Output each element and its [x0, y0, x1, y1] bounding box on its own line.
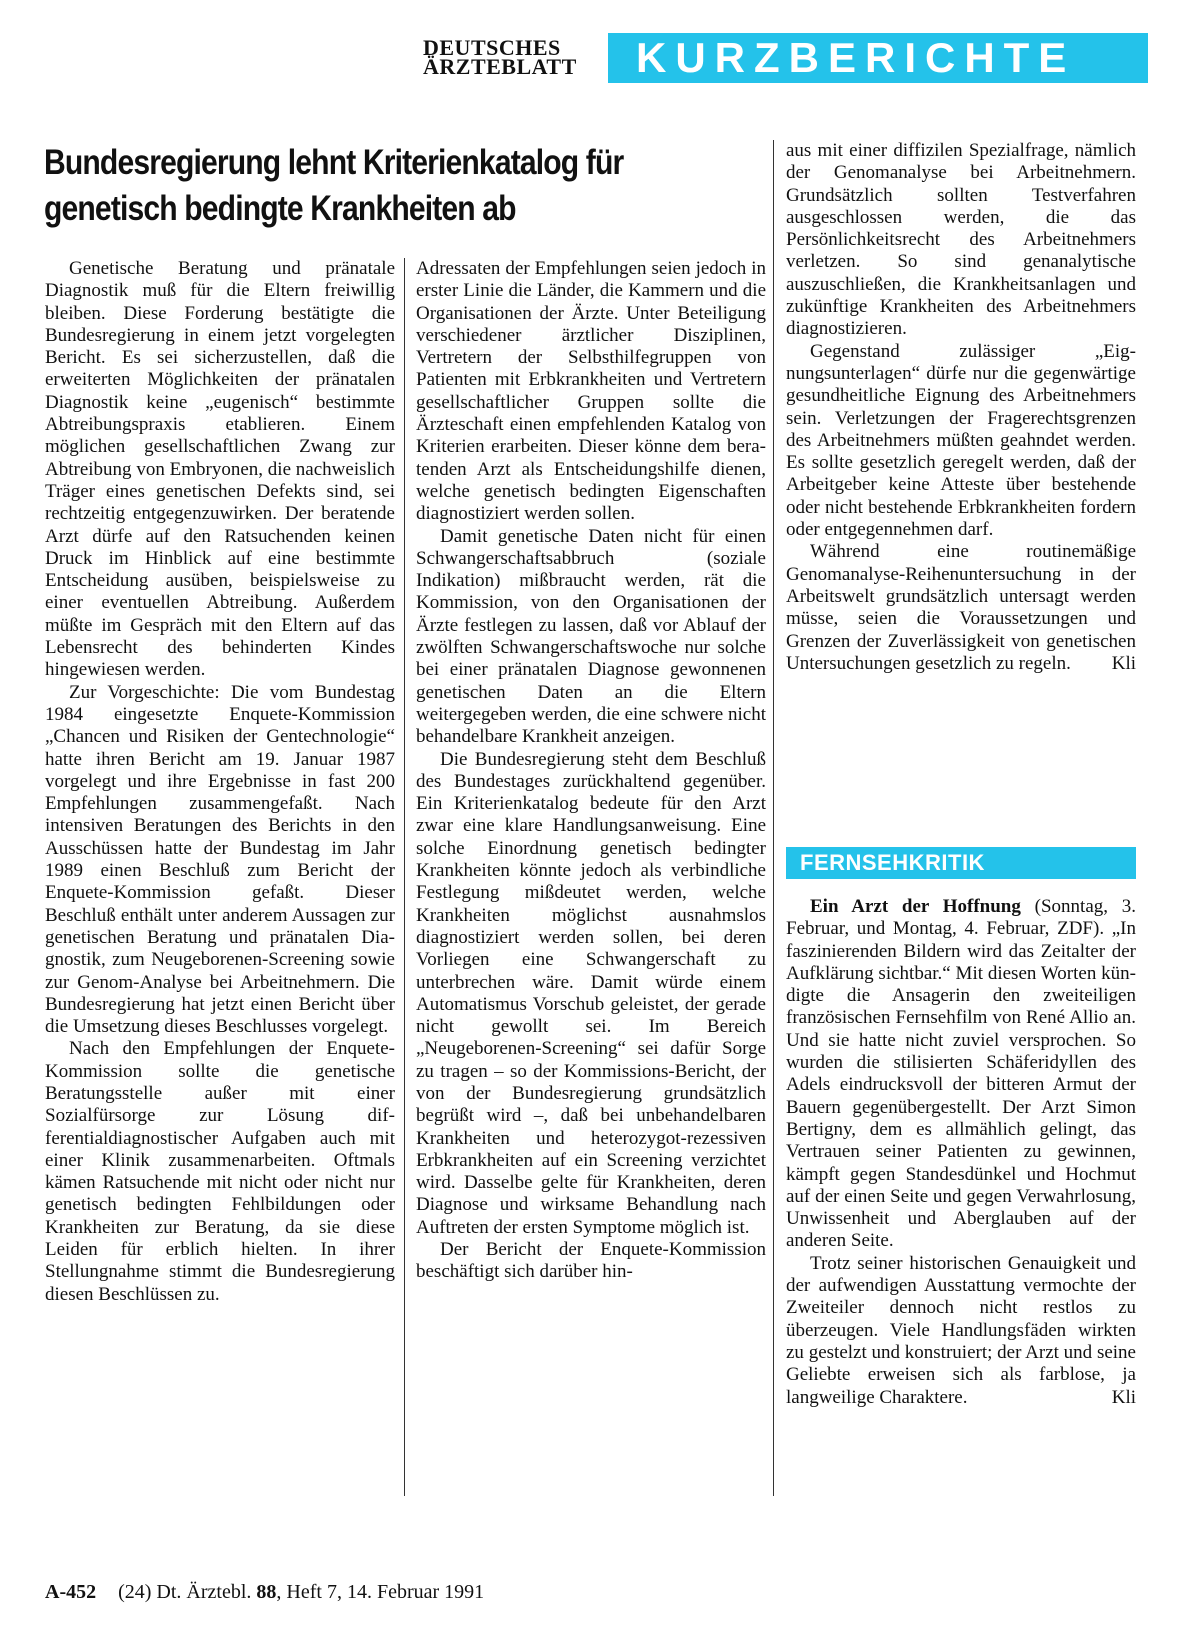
- article-column-1: [45, 258, 395, 1306]
- critique-lead: (Sonntag, 3. Februar, und Montag, 4. Februar, ZDF). „In faszinierenden Bildern wird das Zeitalter der Aufklärung sichtbar.“ Mit diesen Worten kündigte die Ansagerin den zweiteiligen französischen Fernsehfilm von René Allio an. Und sie hatte nicht zuviel versprochen. So wurden die stilisierten Schäferidyllen des Adels eindrucksvoll der bitteren Armut der Bauern gegenübergestellt. Der Arzt Simon Bertigny, dem es allmählich gelingt, das Vertrauen seiner Patienten zu gewinnen, kämpft gegen Standesdünkel und Hochmut auf der einen Seite und gegen Verwahrlosung, Unwissenheit und Aberglauben auf der anderen Seite.: [786, 896, 1137, 1252]
- issue-suffix: , Heft 7, 14. Februar 1991: [276, 1581, 485, 1603]
- article-paragraph-text: Während eine routinemäßige Genomanalyse-Reihenuntersuchung in der Arbeitswelt grundsätzlich untersagt werden müsse, seien die Voraussetzungen und Grenzen der Zuverlässigkeit von genetischen Untersuchungen gesetzlich zu regeln.: [786, 541, 1136, 674]
- article-paragraph: Gegenstand zulässiger „Eignungsunterlagen“ dürfe nur die gegenwärtige gesundheitliche Eignung des Arbeitnehmers sein. Verletzungen der Fragerechtsgrenzen des Arbeitnehmers müßten geahndet werden. Es sollte gesetzlich geregelt werden, daß der Arbeitgeber keine Atteste über bestehende oder nicht bestehende Erbkrankheiten fordern oder entgegennehmen darf.: [786, 340, 1136, 541]
- author-signature: Kli: [1111, 652, 1136, 674]
- article-paragraph: Nach den Empfehlungen der Enquete-Kommission sollte die genetische Beratungsstelle außer mit einer Sozialfürsorge zur Lösung differentialdiagnostischer Aufgaben auch mit einer Klinik zusammenarbeiten. Oftmals kämen Ratsuchende mit nicht oder nicht nur genetisch bedingten Fehlbildungen oder Krankheiten zur Beratung, da sie diese Leiden für erblich hielten. In ihrer Stellungnahme stimmt die Bundesregierung diesen Beschlüssen zu.: [45, 1038, 395, 1305]
- masthead-line-1: DEUTSCHES: [423, 35, 561, 60]
- masthead-line-2: ÄRZTEBLATT: [423, 54, 577, 79]
- article-paragraph: Die Bundesregierung steht dem Beschluß des Bundestages zurückhaltend gegenüber. Ein Kriterienkatalog bedeute für den Arzt zwar eine klare Handlungsanweisung. Eine solche Einordnung genetisch bedingter Krankheiten könnte jedoch als verbindliche Festlegung mißdeutet werden, welche Krankheiten möglichst ausnahmslos diagnostiziert werden sollen, bei deren Vorliegen eine Schwangerschaft zu unterbrechen wäre. Damit würde einem Automatismus Vorschub geleistet, der gerade nicht gewollt sei. Im Bereich „Neugeborenen-Screening“ sei dafür Sorge zu tragen – so der Kommissions-Bericht, der von der Bundesregierung grundsätzlich begrüßt wird –, daß bei unbehandelbaren Krankheiten und heterozygot-rezessiven Erbkrankheiten auf ein Screening verzichtet wird. Dasselbe gelte für Krankheiten, deren Diagnose und wirksame Behandlung nach Auftreten der ersten Symptome möglich ist.: [416, 748, 766, 1238]
- article-paragraph: aus mit einer diffizilen Spezialfrage, nämlich der Genomanalyse bei Arbeitnehmern. Grundsätzlich sollten Testverfahren ausgeschlossen werden, die das Persönlichkeitsrecht des Arbeitnehmers verletzen. So sind genanalytische auszuschließen, die Krankheitsanlagen und zukünftige Krankheiten des Arbeitnehmers diagnostizieren.: [786, 140, 1136, 340]
- column-divider: [773, 140, 774, 1496]
- article-paragraph: Adressaten der Empfehlungen seien jedoch in erster Linie die Länder, die Kammern und die Organisationen der Ärzte. Unter Beteiligung verschiedener ärztlicher Disziplinen, Vertretern der Selbsthilfegruppen von Patienten mit Erbkrankheiten und Vertretern gesellschaftlicher Gruppen sollte die Ärzteschaft einen empfehlenden Katalog von Kriterien erarbeiten. Dieser könne dem beratenden Arzt als Entscheidungshilfe dienen, welche genetisch bedingten Eigenschaften diagnostiziert werden sollen.: [416, 258, 766, 525]
- critique-text: Trotz seiner historischen Genauigkeit und der aufwendigen Ausstattung vermochte der Zweiteiler dennoch nicht restlos zu überzeugen. Viele Handlungsfäden wirkten zu gestelzt und konstruiert; der Arzt und seine Geliebte erweisen sich als farblose, ja langweilige Charaktere.: [786, 1252, 1136, 1408]
- column-divider: [404, 258, 405, 1496]
- section-banner: KURZBERICHTE: [608, 33, 1148, 83]
- page-number: A-452: [45, 1581, 97, 1603]
- issue-prefix: (24) Dt. Ärztebl.: [118, 1581, 252, 1603]
- article-headline: Bundesregierung lehnt Kriterienkatalog für genetisch bedingte Krankheiten ab: [44, 143, 624, 228]
- article-column-2: [416, 258, 766, 1284]
- page-footer: [45, 1580, 484, 1604]
- critique-paragraph: [786, 896, 1136, 1253]
- article-paragraph: Der Bericht der Enquete-Kommission beschäftigt sich darüber hin-: [416, 1239, 766, 1283]
- article-paragraph: [786, 541, 1136, 675]
- article-paragraph: Genetische Beratung und pränatale Diagnostik muß für die Eltern freiwillig bleiben. Diese Forderung bestätigte die Bundesregierung in einem jetzt vorgelegten Bericht. Es sei sicherzustellen, daß die erweiterten Möglichkeiten der pränatalen Diagnostik keine „eugenisch“ bestimmte Abtreibungspraxis etablieren. Einem möglichen gesellschaftlichen Zwang zur Abtreibung von Embryonen, die nachweislich Träger eines genetischen Defekts sind, sei rechtzeitig entgegenzuwirken. Der beratende Arzt dürfe auf den Ratsuchenden keinen Druck im Hinblick auf eine bestimmte Entscheidung ausüben, beispielsweise zu einer eventuellen Abtreibung. Außerdem müßte im Gespräch mit den Eltern auf das Lebensrecht des behinderten Kindes hingewiesen werden.: [45, 258, 395, 681]
- article-paragraph: Zur Vorgeschichte: Die vom Bundestag 1984 eingesetzte Enquete-Kommission „Chancen und Risiken der Gentechnologie“ hatte ihren Bericht am 19. Januar 1987 vorgelegt und ihre Ergebnisse in fast 200 Empfehlungen zusammengefaßt. Nach intensiven Beratungen des Berichts in den Ausschüssen hatte der Bundestag im Jahr 1989 einen Beschluß zum Bericht der Enquete-Kommission gefaßt. Dieser Beschluß enthält unter anderem Aussagen zur genetischen Beratung und pränatalen Diagnostik, zum Neugeborenen-Screening sowie zur Genom-Analyse bei Arbeitnehmern. Die Bundesregierung hat jetzt einen Bericht über die Umsetzung dieses Beschlusses vorgelegt.: [45, 681, 395, 1038]
- critique-signature: Kli: [1111, 1386, 1136, 1408]
- tv-critique-banner: FERNSEHKRITIK: [786, 847, 1136, 879]
- article-paragraph: Damit genetische Daten nicht für einen Schwangerschaftsabbruch (soziale Indikation) mißbraucht werden, rät die Kommission, von den Organisationen der Ärzte festlegen zu lassen, daß vor Ablauf der zwölften Schwangerschaftswoche nur solche bei einer pränatalen Diagnose gewonnenen genetischen Daten an die Eltern weitergegeben werden, die eine schwere nicht behandelbare Krankheit anzeigen.: [416, 525, 766, 748]
- critique-paragraph: [786, 1253, 1136, 1409]
- tv-critique-column: [786, 896, 1136, 1409]
- masthead-logo: [423, 35, 593, 79]
- article-column-3: [786, 140, 1136, 675]
- critique-title: Ein Arzt der Hoffnung: [810, 896, 1021, 917]
- volume-number: 88: [256, 1581, 277, 1603]
